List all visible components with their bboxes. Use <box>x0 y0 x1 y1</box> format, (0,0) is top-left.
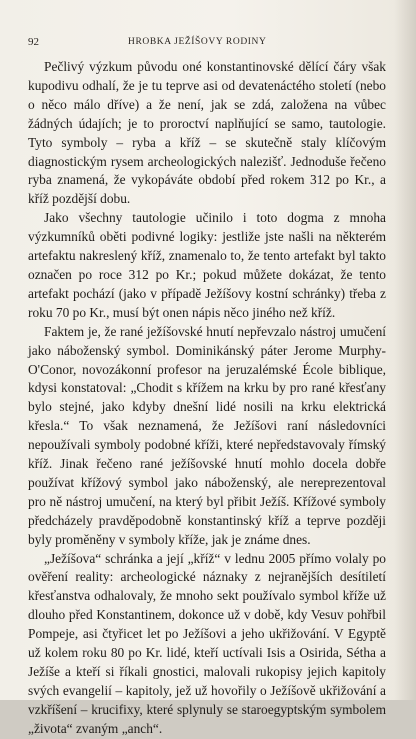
body-text <box>28 58 386 739</box>
page-header <box>28 36 388 52</box>
paragraph: „Ježíšova“ schránka a její „kříž“ v lednu 2005 přímo volaly po ověření reality: archeologické náznaky z nejranějších desítiletí křesťanstva odhalovaly, že mnoho sekt používalo symbol kříže už dlouho před Konstantinem, dokonce už v době, kdy Vesuv pohřbil Pompeje, asi čtyřicet let po Ježíšovi a jeho ukřižování. V Egyptě už kolem roku 80 po Kr. lidé, kteří uctívali Isis a Osirida, Sétha a Ježíše a kteří si říkali gnostici, malovali rukopisy jejich kapitoly svých evangelií – kapitoly, jež už hovořily o Ježíšově ukřižování a vzkříšení – krucifixy, které splynuly se staroegyptským symbolem „života“ zvaným „anch“. <box>28 550 386 736</box>
paragraph: Pečlivý výzkum původu oné konstantinovské dělící čáry však kupodivu odhalí, že je tu teprve asi od devatenáctého století (nebo o něco málo dříve) a že není, jak se zdá, založena na vůbec žádných údajích; je to proroctví naplňující se samo, tautologie. Tyto symboly – ryba a kříž – se skutečně staly klíčovým diagnostickým rysem archeologických nalezišť. Jednoduše řečeno ryba znamená, že vykopáváte období před rokem 312 po Kr., a kříž pozdější dobu. <box>28 59 386 207</box>
paragraph: Faktem je, že rané ježíšovské hnutí nepřevzalo nástroj umučení jako náboženský symbol. Dominikánský páter Jerome Murphy-O'Conor, novozákonní profesor na jeruzalémské École biblique, kdysi konstatoval: „Chodit s křížem na krku by pro rané křesťany bylo stejné, jako kdyby dnešní lidé nosili na krku elektrická křesla.“ To však neznamená, že Ježíšovi raní následovníci nepoužívali symboly podobné kříži, které nepředstavovaly římský kříž. Jinak řečeno rané ježíšovské hnutí mohlo docela dobře používat křížový symbol jako náboženský, ale nereprezentoval pro ně nástroj umučení, na který byl přibit Ježíš. Křížové symboly předcházely pravděpodobně konstantinský kříž a teprve později byly proměněny v symboly kříže, jak je známe dnes. <box>28 323 386 547</box>
running-head: HROBKA JEŽÍŠOVY RODINY <box>128 37 267 47</box>
paragraph: Jako všechny tautologie učinilo i toto dogma z mnoha výzkumníků oběti podivné logiky: jestliže jste našli na některém artefaktu nakreslený kříž, znamenalo to, že tento artefakt byl takto označen po roce 312 po Kr.; pokud můžete dokázat, že tento artefakt pochází (jako v případě Ježíšovy kostní schránky) třeba z roku 70 po Kr., musí být onen nápis něco jiného než kříž. <box>28 210 386 320</box>
page-number: 92 <box>28 36 39 48</box>
